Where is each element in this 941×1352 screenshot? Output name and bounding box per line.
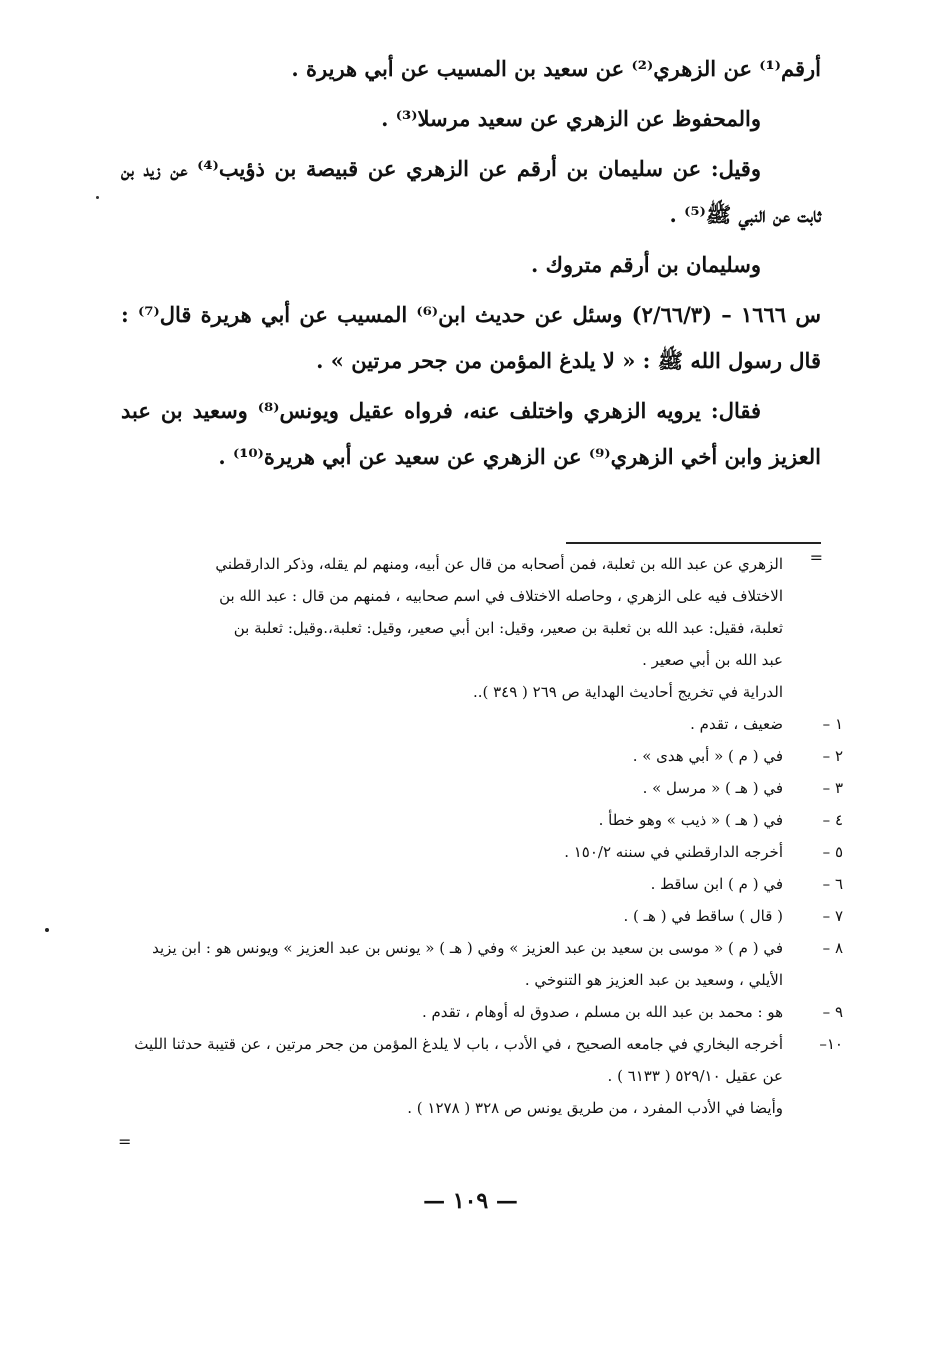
paragraph-2: والمحفوظ عن الزهري عن سعيد مرسلا⁽³⁾ . (381, 106, 761, 131)
continuation-end-mark: = (118, 1132, 132, 1151)
footnote-continuation-line: ثعلبة، فقيل: عبد الله بن ثعلبة بن صعير، وقيل: ابن أبي صعير، وقيل: ثعلبة،.وقيل: ثعلبة بن (233, 619, 783, 637)
footnote-number: ١ – (822, 715, 843, 733)
footnote-number: ٨ – (822, 939, 843, 957)
page-number: — ١٠٩ — (423, 1188, 518, 1214)
paragraph-4: وسليمان بن أرقم متروك . (531, 252, 761, 277)
footnote-4 (131, 804, 843, 836)
footnote-6 (131, 868, 843, 900)
footnote-text: في ( م ) « أبي هدى » . (632, 747, 783, 765)
footnote-number: ١٠– (819, 1035, 843, 1053)
footnote-continuation-line: الدراية في تخريج أحاديث الهداية ص ٢٦٩ ( ٣٤٩ ).. (472, 683, 783, 701)
footnote-continuation-line: عبد الله بن أبي صعير . (642, 651, 783, 669)
footnote-text: في ( م ) ابن ساقط . (650, 875, 783, 893)
footnote-10 (131, 1028, 843, 1092)
footnote-separator (566, 542, 821, 544)
footnotes (131, 548, 843, 1124)
footnote-text: في ( م ) « موسى بن سعيد بن عبد العزيز » وفي ( هـ ) « يونس بن عبد العزيز » ويونس هو : ابن يزيد الأيلي ، وسعيد بن عبد العزيز هو التنوخي . (152, 939, 783, 989)
footnote-7 (131, 900, 843, 932)
footnote-text: في ( هـ ) « مرسل » . (642, 779, 783, 797)
footnote-text: هو : محمد بن عبد الله بن مسلم ، صدوق له أوهام ، تقدم . (421, 1003, 783, 1021)
footnote-3 (131, 772, 843, 804)
paragraph-3: وقيل: عن سليمان بن أرقم عن الزهري عن قبيصة بن ذؤيب⁽⁴⁾ عن زيد بن ثابت عن النبي ﷺ⁽⁵⁾ . (121, 156, 821, 227)
footnote-2 (131, 740, 843, 772)
continuation-mark: = (809, 548, 823, 567)
footnote-number: ٤ – (822, 811, 843, 829)
footnote-text: أخرجه الدارقطني في سننه ١٥٠/٢ . (564, 843, 783, 861)
scan-speck (96, 196, 99, 199)
footnote-number: ٥ – (822, 843, 843, 861)
footnote-number: ٩ – (822, 1003, 843, 1021)
footnote-number: ٧ – (822, 907, 843, 925)
footnote-5 (131, 836, 843, 868)
footnote-8 (131, 932, 843, 996)
paragraph-5: س ١٦٦٦ – (٢/٦٦/٣) وسئل عن حديث ابن⁽⁶⁾ المسيب عن أبي هريرة قال⁽⁷⁾ : قال رسول الله ﷺ : « لا يلدغ المؤمن من جحر مرتين » . (121, 302, 821, 373)
footnote-continuation-line: الزهري عن عبد الله بن ثعلبة، فمن أصحابه من قال عن أبيه، ومنهم لم يقله، وذكر الدارقطني (215, 555, 783, 573)
paragraph-1: أرقم⁽¹⁾ عن الزهري⁽²⁾ عن سعيد بن المسيب عن أبي هريرة . (291, 56, 821, 81)
footnote-continuation-line: الاختلاف فيه على الزهري ، وحاصله الاختلاف في اسم صحابيه ، فمنهم من قال : عبد الله بن (219, 587, 783, 605)
scan-speck (45, 928, 49, 932)
footnote-number: ٣ – (822, 779, 843, 797)
footnote-tail-line: وأيضا في الأدب المفرد ، من طريق يونس ص ٣٢٨ ( ١٢٧٨ ) . (407, 1099, 783, 1117)
main-text (121, 46, 821, 484)
footnote-text: ضعيف ، تقدم . (690, 715, 783, 733)
footnote-9 (131, 996, 843, 1028)
footnote-text: في ( هـ ) « ذيب » وهو خطأ . (598, 811, 783, 829)
footnote-1 (131, 708, 843, 740)
footnote-number: ٦ – (822, 875, 843, 893)
footnote-number: ٢ – (822, 747, 843, 765)
paragraph-6: فقال: يرويه الزهري واختلف عنه، فرواه عقيل ويونس⁽⁸⁾ وسعيد بن عبد العزيز وابن أخي الزهري⁽⁹⁾ عن الزهري عن سعيد عن أبي هريرة⁽¹⁰⁾ . (121, 398, 821, 469)
footnote-text: أخرجه البخاري في جامعه الصحيح ، في الأدب ، باب لا يلدغ المؤمن من جحر مرتين ، عن قتيبة حدثنا الليث عن عقيل ٥٢٩/١٠ ( ٦١٣٣ ) . (134, 1035, 783, 1085)
footnote-text: ( قال ) ساقط في ( هـ ) . (623, 907, 783, 925)
